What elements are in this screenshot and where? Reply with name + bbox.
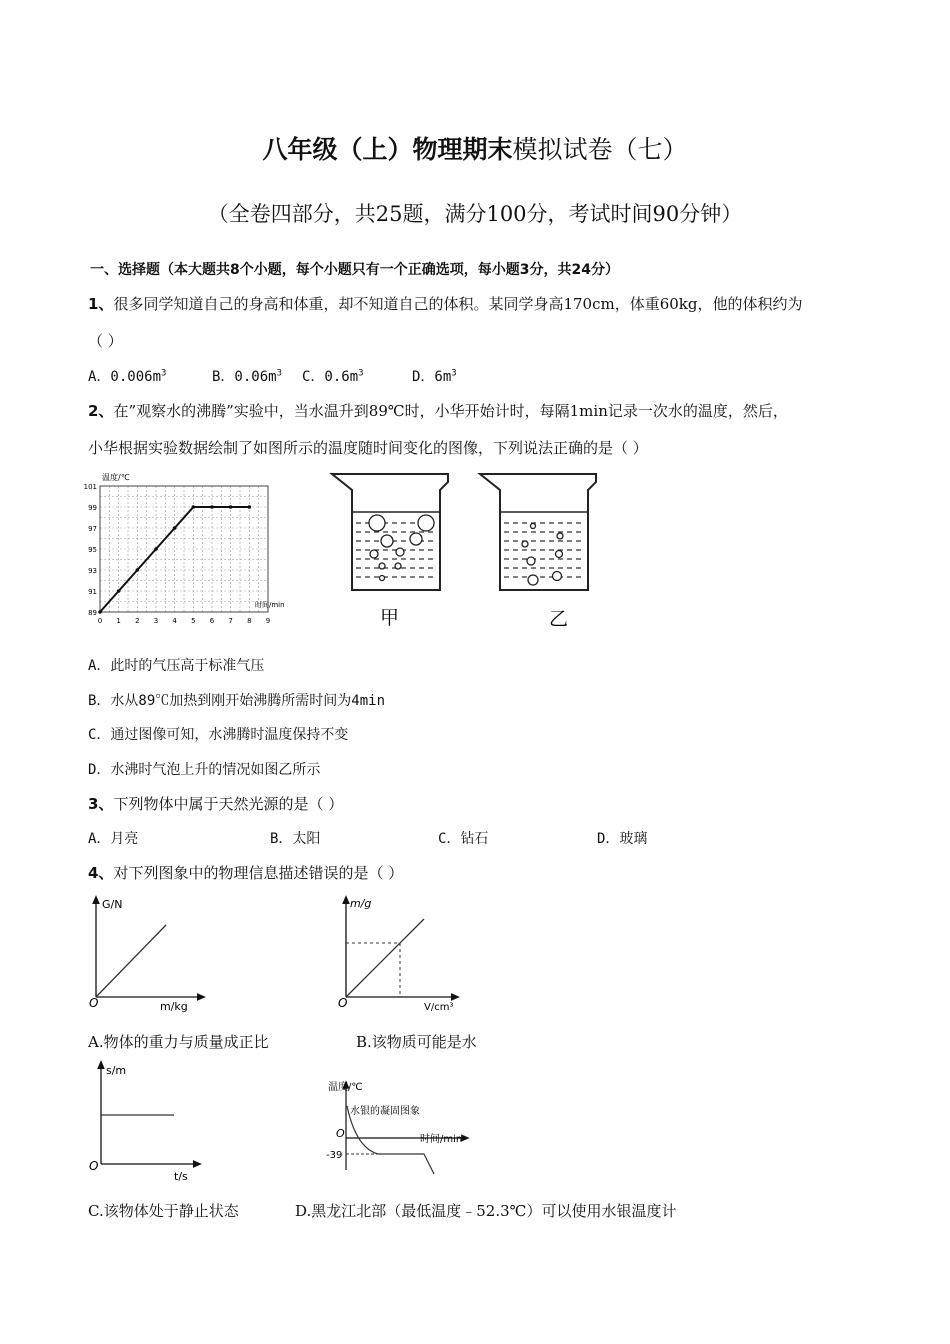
exam-subtitle: （全卷四部分，共25题，满分100分，考试时间90分钟）	[207, 202, 743, 226]
y-tick-label: 89	[88, 609, 97, 617]
graph-b-mass-volume	[336, 895, 466, 1015]
q1-line2: （ ）	[88, 332, 123, 350]
graph-d-caption: 水银的凝固图象	[350, 1106, 420, 1117]
graph-c-origin: O	[89, 1159, 99, 1173]
graph-c-x-label: t/s	[174, 1170, 188, 1183]
q4-caption-c: C.该物体处于静止状态	[88, 1202, 239, 1220]
x-tick-label: 7	[228, 617, 233, 625]
q1-number: 1、	[88, 295, 114, 313]
graph-d-mercury-solidification	[326, 1078, 476, 1178]
q1-option-a: A．$0.006m^3$	[88, 368, 167, 385]
beaker-jia	[332, 474, 448, 590]
q3-line	[88, 793, 343, 814]
q2-option-d: D．水沸时气泡上升的情况如图乙所示	[88, 762, 321, 778]
q2-option-b: B．水从89℃加热到刚开始沸腾所需时间为4min	[88, 693, 385, 709]
beaker-yi	[480, 474, 596, 590]
x-tick-label: 0	[97, 617, 103, 625]
q4-caption-a: A.物体的重力与质量成正比	[88, 1033, 269, 1051]
graph-a-origin: O	[89, 996, 99, 1010]
q3-number: 3、	[88, 795, 114, 813]
q2-text: 在”观察水的沸腾”实验中，当水温升到89℃时，小华开始计时，每隔1min记录一次水的温度，然后，	[113, 402, 788, 420]
x-tick-label: 2	[135, 617, 140, 625]
data-point	[154, 547, 158, 551]
temperature-time-chart	[83, 468, 285, 630]
x-tick-label: 6	[209, 617, 215, 625]
graph-d-y-label: 温度/℃	[328, 1082, 363, 1093]
data-point	[248, 505, 252, 509]
graph-d-x-label: 时间/min	[420, 1134, 463, 1145]
q1-option-d: D．$6m^3$	[412, 368, 457, 385]
q2-option-c: C．通过图像可知，水沸腾时温度保持不变	[88, 727, 349, 743]
q3-option-d: D．玻璃	[597, 831, 648, 847]
data-point	[98, 610, 102, 614]
q1-text: 很多同学知道自己的身高和体重，却不知道自己的体积。某同学身高170cm，体重60kg，他的体积约为	[113, 295, 803, 313]
graph-a-x-label: m/kg	[160, 1000, 188, 1013]
q3-option-a: A．月亮	[88, 831, 139, 847]
graph-b-x-label: V/cm³	[424, 1002, 454, 1013]
chart-y-tick-labels	[84, 483, 97, 617]
data-point	[192, 505, 196, 509]
q2-line2: 小华根据实验数据绘制了如图所示的温度随时间变化的图像，下列说法正确的是（ ）	[88, 439, 648, 457]
q1-line1	[88, 293, 802, 314]
x-tick-label: 4	[172, 617, 177, 625]
graph-c-distance-time	[86, 1060, 206, 1184]
graph-b-y-label: m/g	[350, 897, 372, 910]
graph-a-y-label: G/N	[102, 898, 123, 911]
beakers-figure	[328, 468, 628, 634]
q2-line1	[88, 400, 788, 421]
data-point	[210, 505, 214, 509]
y-tick-label: 101	[83, 483, 97, 491]
chart-x-tick-labels	[98, 617, 270, 625]
x-tick-label: 8	[247, 617, 252, 625]
q4-line	[88, 862, 403, 883]
q3-option-c: C．钻石	[438, 831, 489, 847]
section-heading: 一、选择题（本大题共8个小题，每个小题只有一个正确选项，每小题3分，共24分）	[90, 262, 619, 278]
q1-option-b: B．$0.06m^3$	[212, 368, 282, 385]
q3-text: 下列物体中属于天然光源的是（ ）	[113, 795, 344, 813]
q4-number: 4、	[88, 864, 114, 882]
title-bold-part: 八年级（上）物理期末	[262, 135, 513, 164]
q4-caption-d: D.黑龙江北部（最低温度﹣52.3℃）可以使用水银温度计	[295, 1202, 677, 1220]
data-point	[229, 505, 233, 509]
chart-x-axis-label: 时间/min	[255, 601, 285, 609]
beaker-label-yi: 乙	[549, 608, 569, 630]
q2-option-a: A．此时的气压高于标准气压	[88, 658, 265, 674]
data-point	[173, 526, 177, 530]
q4-caption-b: B.该物质可能是水	[356, 1033, 477, 1051]
x-tick-label: 3	[153, 617, 159, 625]
q2-number: 2、	[88, 402, 114, 420]
y-tick-label: 93	[88, 567, 97, 575]
graph-d-tick: -39	[326, 1150, 343, 1161]
y-tick-label: 97	[88, 525, 97, 533]
graph-a-weight-mass	[86, 895, 206, 1015]
graph-c-y-label: s/m	[106, 1064, 127, 1077]
graph-b-origin: O	[338, 996, 348, 1010]
graph-d-origin: O	[336, 1127, 345, 1140]
data-point	[117, 589, 121, 593]
q4-text: 对下列图象中的物理信息描述错误的是（ ）	[113, 864, 404, 882]
x-tick-label: 9	[265, 617, 271, 625]
data-point	[136, 568, 140, 572]
y-tick-label: 91	[88, 588, 97, 596]
x-tick-label: 1	[116, 617, 121, 625]
q3-option-b: B．太阳	[270, 831, 321, 847]
chart-y-axis-label: 温度/℃	[102, 473, 130, 482]
exam-title	[0, 130, 950, 166]
y-tick-label: 95	[88, 546, 97, 554]
title-normal-part: 模拟试卷（七）	[512, 135, 688, 164]
chart-grid	[100, 486, 268, 612]
q1-option-c: C．$0.6m^3$	[302, 368, 364, 385]
y-tick-label: 99	[88, 504, 97, 512]
beaker-label-jia: 甲	[380, 607, 400, 629]
x-tick-label: 5	[191, 617, 196, 625]
